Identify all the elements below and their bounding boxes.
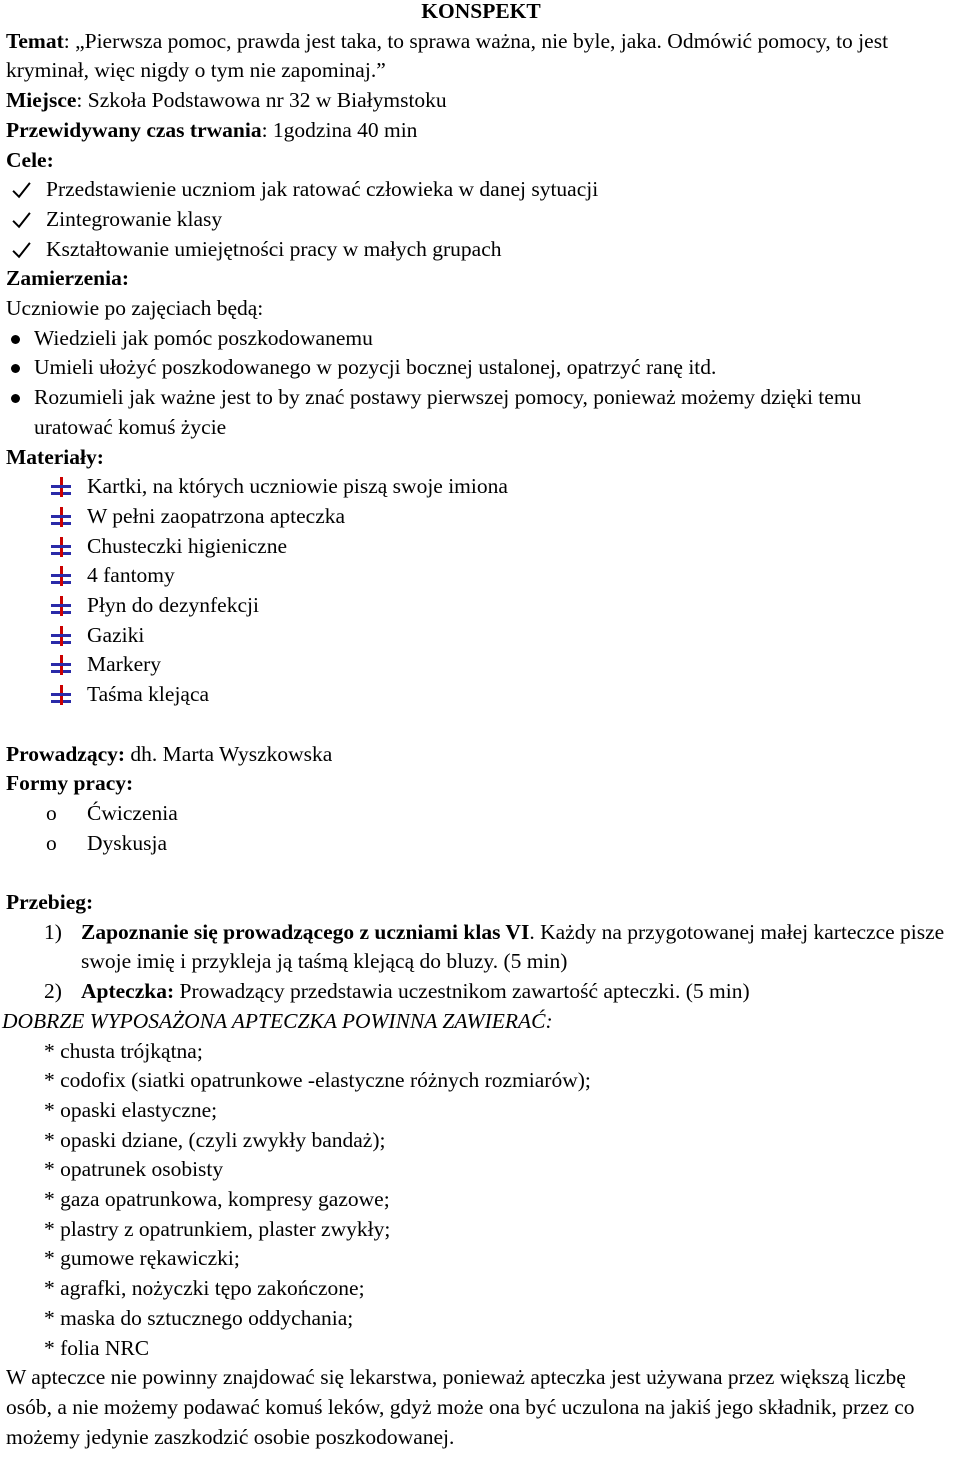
goals-heading: Cele: (6, 147, 54, 172)
plus-cross-icon (50, 506, 72, 528)
kit-item: * maska do sztucznego oddychania; (44, 1305, 354, 1330)
topic-text: : „Pierwsza pomoc, prawda jest taka, to sprawa ważna, nie byle, jaka. Odmówić pomocy, to jest kryminał, więc nigdy o tym nie zapominaj.” (6, 28, 889, 83)
material-item (6, 621, 956, 651)
material-text: Płyn do dezynfekcji (87, 593, 259, 618)
course-heading: Przebieg: (6, 890, 94, 915)
topic-label: Temat (6, 28, 64, 53)
course-step (6, 918, 951, 977)
goal-text: Przedstawienie uczniom jak ratować człowieka w danej sytuacji (46, 177, 599, 202)
place-text: : Szkoła Podstawowa nr 32 w Białymstoku (76, 88, 447, 113)
bullet-icon (11, 394, 20, 403)
work-form-text: Ćwiczenia (87, 800, 178, 825)
first-aid-kit-list (6, 1037, 956, 1364)
course-steps (6, 918, 956, 1007)
step-text: . Każdy na przygotowanej małej karteczce pisze swoje imię i przykleja ją taśmą klejącą do bluzy. (5 min) (81, 919, 945, 974)
objectives-heading: Zamierzenia: (6, 266, 129, 291)
kit-item: * agrafki, nożyczki tępo zakończone; (44, 1276, 365, 1301)
work-form-text: Dyskusja (87, 830, 168, 855)
work-form-item (6, 829, 956, 859)
step-title: Apteczka: (81, 979, 175, 1004)
duration-text: : 1godzina 40 min (261, 117, 418, 142)
objective-text: Rozumieli jak ważne jest to by znać postawy pierwszej pomocy, ponieważ możemy dzięki temu uratować komuś życie (34, 385, 862, 439)
work-forms-list (6, 799, 956, 858)
plus-cross-icon (50, 684, 72, 706)
leader-line (6, 740, 956, 770)
leader-name: dh. Marta Wyszkowska (125, 741, 333, 766)
document-page (2, 0, 956, 1452)
work-forms-heading: Formy pracy: (6, 771, 134, 796)
course-step (6, 977, 956, 1007)
plus-cross-icon (50, 565, 72, 587)
material-text: 4 fantomy (87, 563, 175, 588)
kit-item: * codofix (siatki opatrunkowe -elastyczne różnych rozmiarów); (44, 1068, 591, 1093)
list-marker: o (46, 800, 57, 825)
step-number: 2) (44, 979, 62, 1004)
plus-cross-icon (50, 536, 72, 558)
material-text: Taśma klejąca (87, 682, 210, 707)
material-item (6, 532, 956, 562)
materials-list (6, 472, 956, 710)
material-text: Markery (87, 652, 162, 677)
work-form-item (6, 799, 956, 829)
bullet-icon (11, 364, 20, 373)
goal-item (6, 205, 956, 235)
objective-item (6, 383, 956, 442)
materials-heading: Materiały: (6, 444, 104, 469)
step-text: Prowadzący przedstawia uczestnikom zawartość apteczki. (5 min) (174, 979, 750, 1004)
check-icon (10, 205, 32, 235)
duration-label: Przewidywany czas trwania (6, 117, 262, 142)
kit-item: * opaski elastyczne; (44, 1097, 218, 1122)
plus-cross-icon (50, 476, 72, 498)
objective-item (6, 353, 956, 383)
kit-item: * chusta trójkątna; (44, 1038, 203, 1063)
document-title: KONSPEKT (421, 0, 541, 23)
objectives-intro: Uczniowie po zajęciach będą: (6, 296, 264, 321)
material-text: Chusteczki higieniczne (87, 533, 287, 558)
objective-text: Umieli ułożyć poszkodowanego w pozycji bocznej ustalonej, opatrzyć ranę itd. (34, 355, 717, 380)
kit-item: * gumowe rękawiczki; (44, 1246, 240, 1271)
spacer (6, 858, 956, 888)
goal-item (6, 175, 956, 205)
material-text: W pełni zaopatrzona apteczka (87, 503, 346, 528)
material-item (6, 561, 956, 591)
goal-text: Zintegrowanie klasy (46, 206, 223, 231)
material-text: Kartki, na których uczniowie piszą swoje imiona (87, 474, 508, 499)
kit-item: * opaski dziane, (czyli zwykły bandaż); (44, 1127, 386, 1152)
goal-item (6, 235, 956, 265)
first-aid-kit-heading: DOBRZE WYPOSAŻONA APTECZKA POWINNA ZAWIERAĆ: (2, 1008, 553, 1033)
closing-paragraph: W apteczce nie powinny znajdować się lekarstwa, ponieważ apteczka jest używana przez większą liczbę osób, a nie możemy podawać komuś leków, gdyż może ona być uczulona na jakiś jego składnik, przez co możemy jedynie zaszkodzić osobie poszkodowanej. (6, 1365, 915, 1449)
material-item (6, 591, 956, 621)
material-item (6, 650, 956, 680)
kit-item: * gaza opatrunkowa, kompresy gazowe; (44, 1187, 390, 1212)
check-icon (10, 175, 32, 205)
check-icon (10, 235, 32, 265)
plus-cross-icon (50, 595, 72, 617)
plus-cross-icon (50, 625, 72, 647)
kit-item: * opatrunek osobisty (44, 1157, 224, 1182)
material-item (6, 472, 956, 502)
material-text: Gaziki (87, 622, 145, 647)
topic-line (6, 27, 956, 86)
duration-line (6, 116, 956, 146)
goals-list (6, 175, 956, 264)
list-marker: o (46, 830, 57, 855)
step-title: Zapoznanie się prowadzącego z uczniami klas VI (81, 919, 530, 944)
objective-text: Wiedzieli jak pomóc poszkodowanemu (34, 325, 373, 350)
objectives-list (6, 324, 956, 443)
material-item (6, 502, 956, 532)
place-line (6, 86, 956, 116)
goal-text: Kształtowanie umiejętności pracy w małych grupach (46, 236, 502, 261)
bullet-icon (11, 335, 20, 344)
objective-item (6, 324, 956, 354)
material-item (6, 680, 956, 710)
step-number: 1) (44, 919, 62, 944)
kit-item: * folia NRC (44, 1335, 150, 1360)
place-label: Miejsce (6, 88, 77, 113)
leader-label: Prowadzący: (6, 741, 126, 766)
spacer (6, 710, 956, 740)
plus-cross-icon (50, 654, 72, 676)
kit-item: * plastry z opatrunkiem, plaster zwykły; (44, 1216, 391, 1241)
